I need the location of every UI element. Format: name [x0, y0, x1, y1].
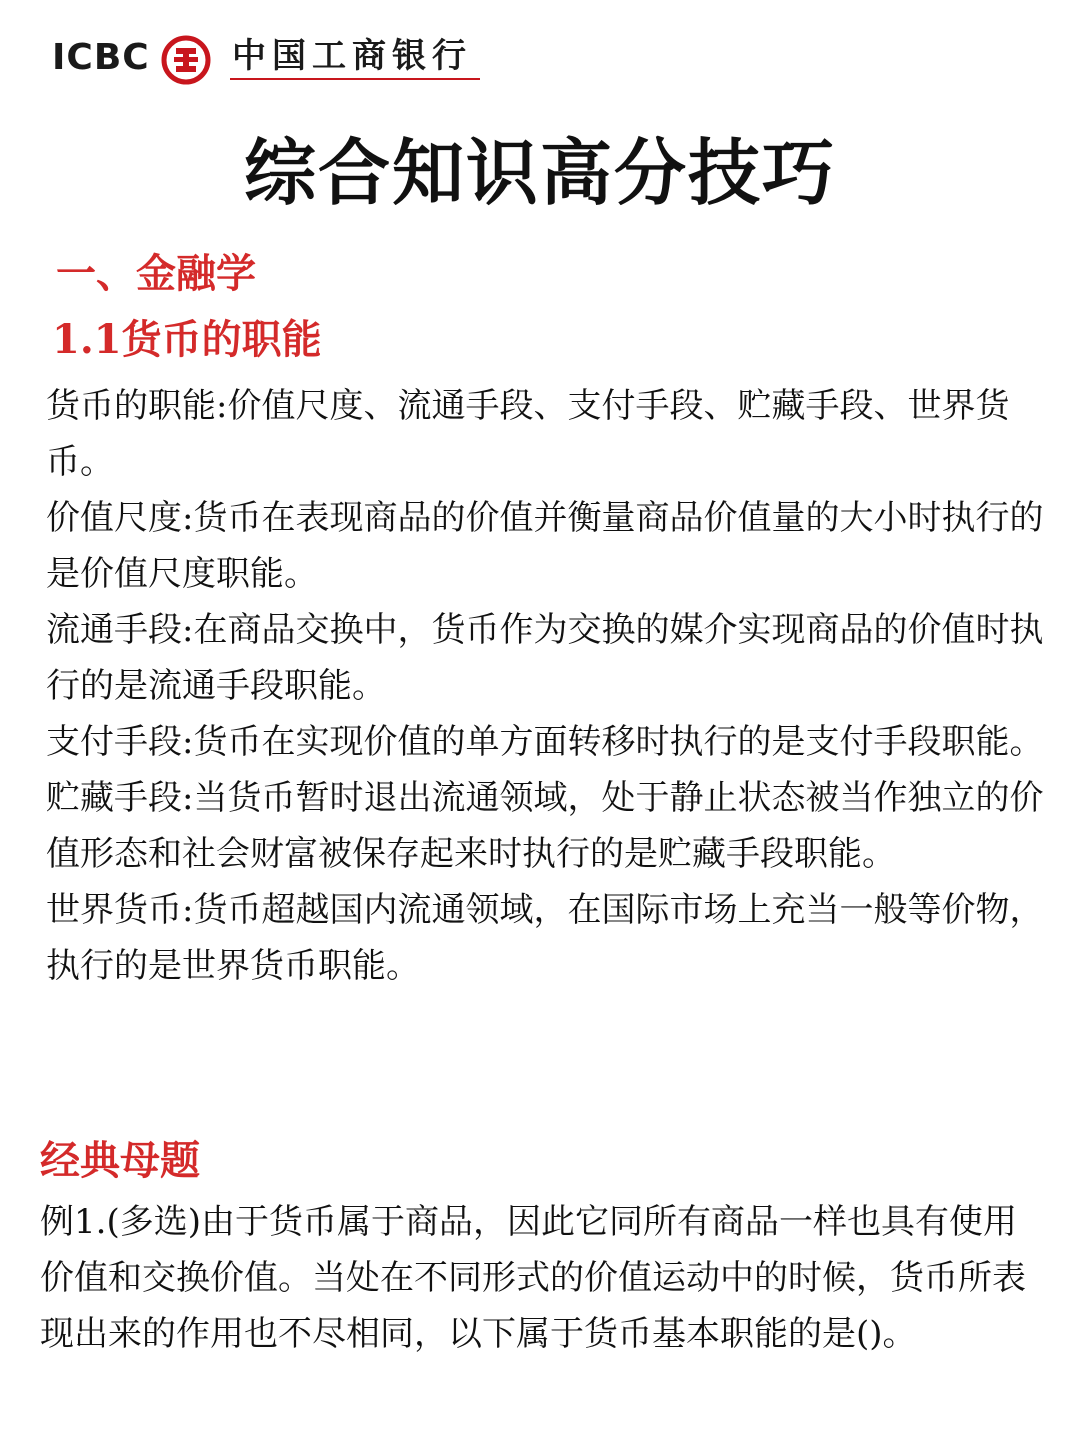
content-paragraph: 流通手段:在商品交换中，货币作为交换的媒介实现商品的价值时执行的是流通手段职能。: [46, 610, 1044, 706]
content-paragraph: 货币的职能:价值尺度、流通手段、支付手段、贮藏手段、世界货币。: [46, 386, 1010, 482]
section-subheading: 1.1货币的职能: [52, 316, 322, 363]
bank-header: [52, 30, 492, 90]
page-title: 综合知识高分技巧: [243, 130, 836, 215]
icbc-logo-icon: [160, 34, 212, 86]
content-paragraph: 贮藏手段:当货币暂时退出流通领域，处于静止状态被当作独立的价值形态和社会财富被保存起来时执行的是贮藏手段职能。: [46, 778, 1044, 874]
content-paragraph: 世界货币:货币超越国内流通领域，在国际市场上充当一般等价物，执行的是世界货币职能。: [46, 890, 1044, 986]
bank-name: 中国工商银行: [232, 36, 472, 76]
section-heading: 一、金融学: [56, 250, 256, 297]
icbc-logo-text: ICBC: [52, 37, 150, 78]
example-question: 例1.(多选)由于货币属于商品，因此它同所有商品一样也具有使用价值和交换价值。当处在不同形式的价值运动中的时候，货币所表现出来的作用也不尽相同，以下属于货币基本职能的是()。: [40, 1202, 1026, 1354]
section-content: [46, 378, 1046, 994]
content-paragraph: 价值尺度:货币在表现商品的价值并衡量商品价值量的大小时执行的是价值尺度职能。: [46, 498, 1044, 594]
header-underline: [230, 78, 480, 80]
content-paragraph: 支付手段:货币在实现价值的单方面转移时执行的是支付手段职能。: [46, 722, 1044, 762]
example-heading: 经典母题: [40, 1137, 200, 1184]
